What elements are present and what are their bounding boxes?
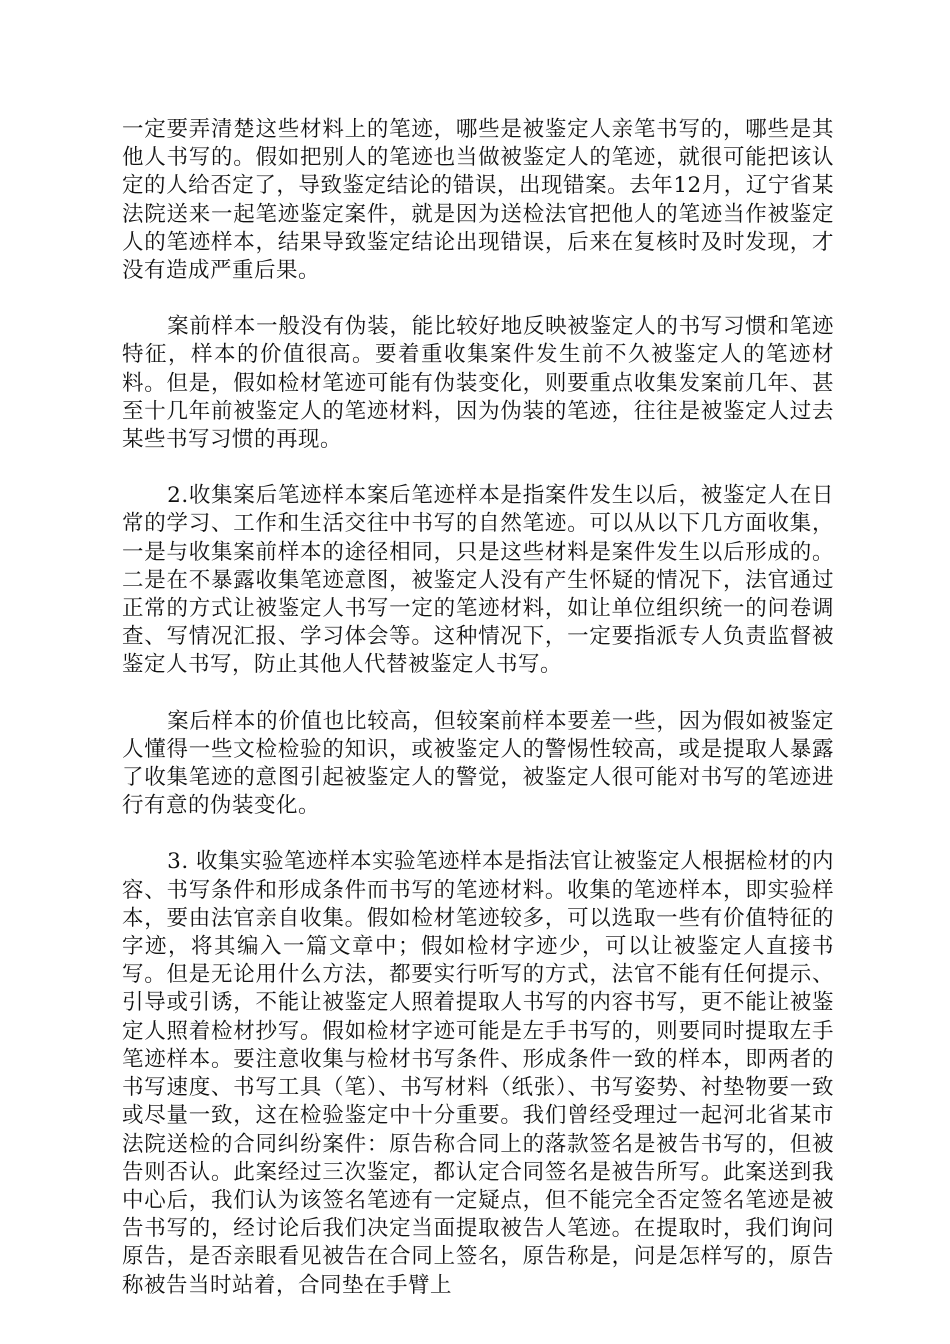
document-body xyxy=(122,116,834,1328)
paragraph-5: 3. 收集实验笔迹样本实验笔迹样本是指法官让被鉴定人根据检材的内容、书写条件和形成条件而书写的笔迹材料。收集的笔迹样本，即实验样本，要由法官亲自收集。假如检材笔迹较多，可以选取一些有价值特征的字迹，将其编入一篇文章中；假如检材字迹少，可以让被鉴定人直接书写。但是无论用什么方法，都要实行听写的方式，法官不能有任何提示、引导或引诱，不能让被鉴定人照着提取人书写的内容书写，更不能让被鉴定人照着检材抄写。假如检材字迹可能是左手书写的，则要同时提取左手笔迹样本。要注意收集与检材书写条件、形成条件一致的样本，即两者的书写速度、书写工具（笔）、书写材料（纸张）、书写姿势、衬垫物要一致或尽量一致，这在检验鉴定中十分重要。我们曾经受理过一起河北省某市法院送检的合同纠纷案件：原告称合同上的落款签名是被告书写的，但被告则否认。此案经过三次鉴定，都认定合同签名是被告所写。此案送到我中心后，我们认为该签名笔迹有一定疑点，但不能完全否定签名笔迹是被告书写的，经讨论后我们决定当面提取被告人笔迹。在提取时，我们询问原告，是否亲眼看见被告在合同上签名，原告称是，问是怎样写的，原告称被告当时站着，合同垫在手臂上 xyxy=(122,849,834,1298)
paragraph-2: 案前样本一般没有伪装，能比较好地反映被鉴定人的书写习惯和笔迹特征，样本的价值很高。要着重收集案件发生前不久被鉴定人的笔迹材料。但是，假如检材笔迹可能有伪装变化，则要重点收集发案前几年、甚至十几年前被鉴定人的笔迹材料，因为伪装的笔迹，往往是被鉴定人过去某些书写习惯的再现。 xyxy=(122,314,834,453)
paragraph-1: 一定要弄清楚这些材料上的笔迹，哪些是被鉴定人亲笔书写的，哪些是其他人书写的。假如把别人的笔迹也当做被鉴定人的笔迹，就很可能把该认定的人给否定了，导致鉴定结论的错误，出现错案。去年12月，辽宁省某法院送来一起笔迹鉴定案件，就是因为送检法官把他人的笔迹当作被鉴定人的笔迹样本，结果导致鉴定结论出现错误，后来在复核时及时发现，才没有造成严重后果。 xyxy=(122,117,834,284)
paragraph-4: 案后样本的价值也比较高，但较案前样本要差一些，因为假如被鉴定人懂得一些文检检验的知识，或被鉴定人的警惕性较高，或是提取人暴露了收集笔迹的意图引起被鉴定人的警觉，被鉴定人很可能对书写的笔迹进行有意的伪装变化。 xyxy=(122,708,834,819)
paragraph-3: 2.收集案后笔迹样本案后笔迹样本是指案件发生以后，被鉴定人在日常的学习、工作和生活交往中书写的自然笔迹。可以从以下几方面收集，一是与收集案前样本的途径相同，只是这些材料是案件发生以后形成的。二是在不暴露收集笔迹意图，被鉴定人没有产生怀疑的情况下，法官通过正常的方式让被鉴定人书写一定的笔迹材料，如让单位组织统一的问卷调查、写情况汇报、学习体会等。这种情况下，一定要指派专人负责监督被鉴定人书写，防止其他人代替被鉴定人书写。 xyxy=(122,483,834,678)
